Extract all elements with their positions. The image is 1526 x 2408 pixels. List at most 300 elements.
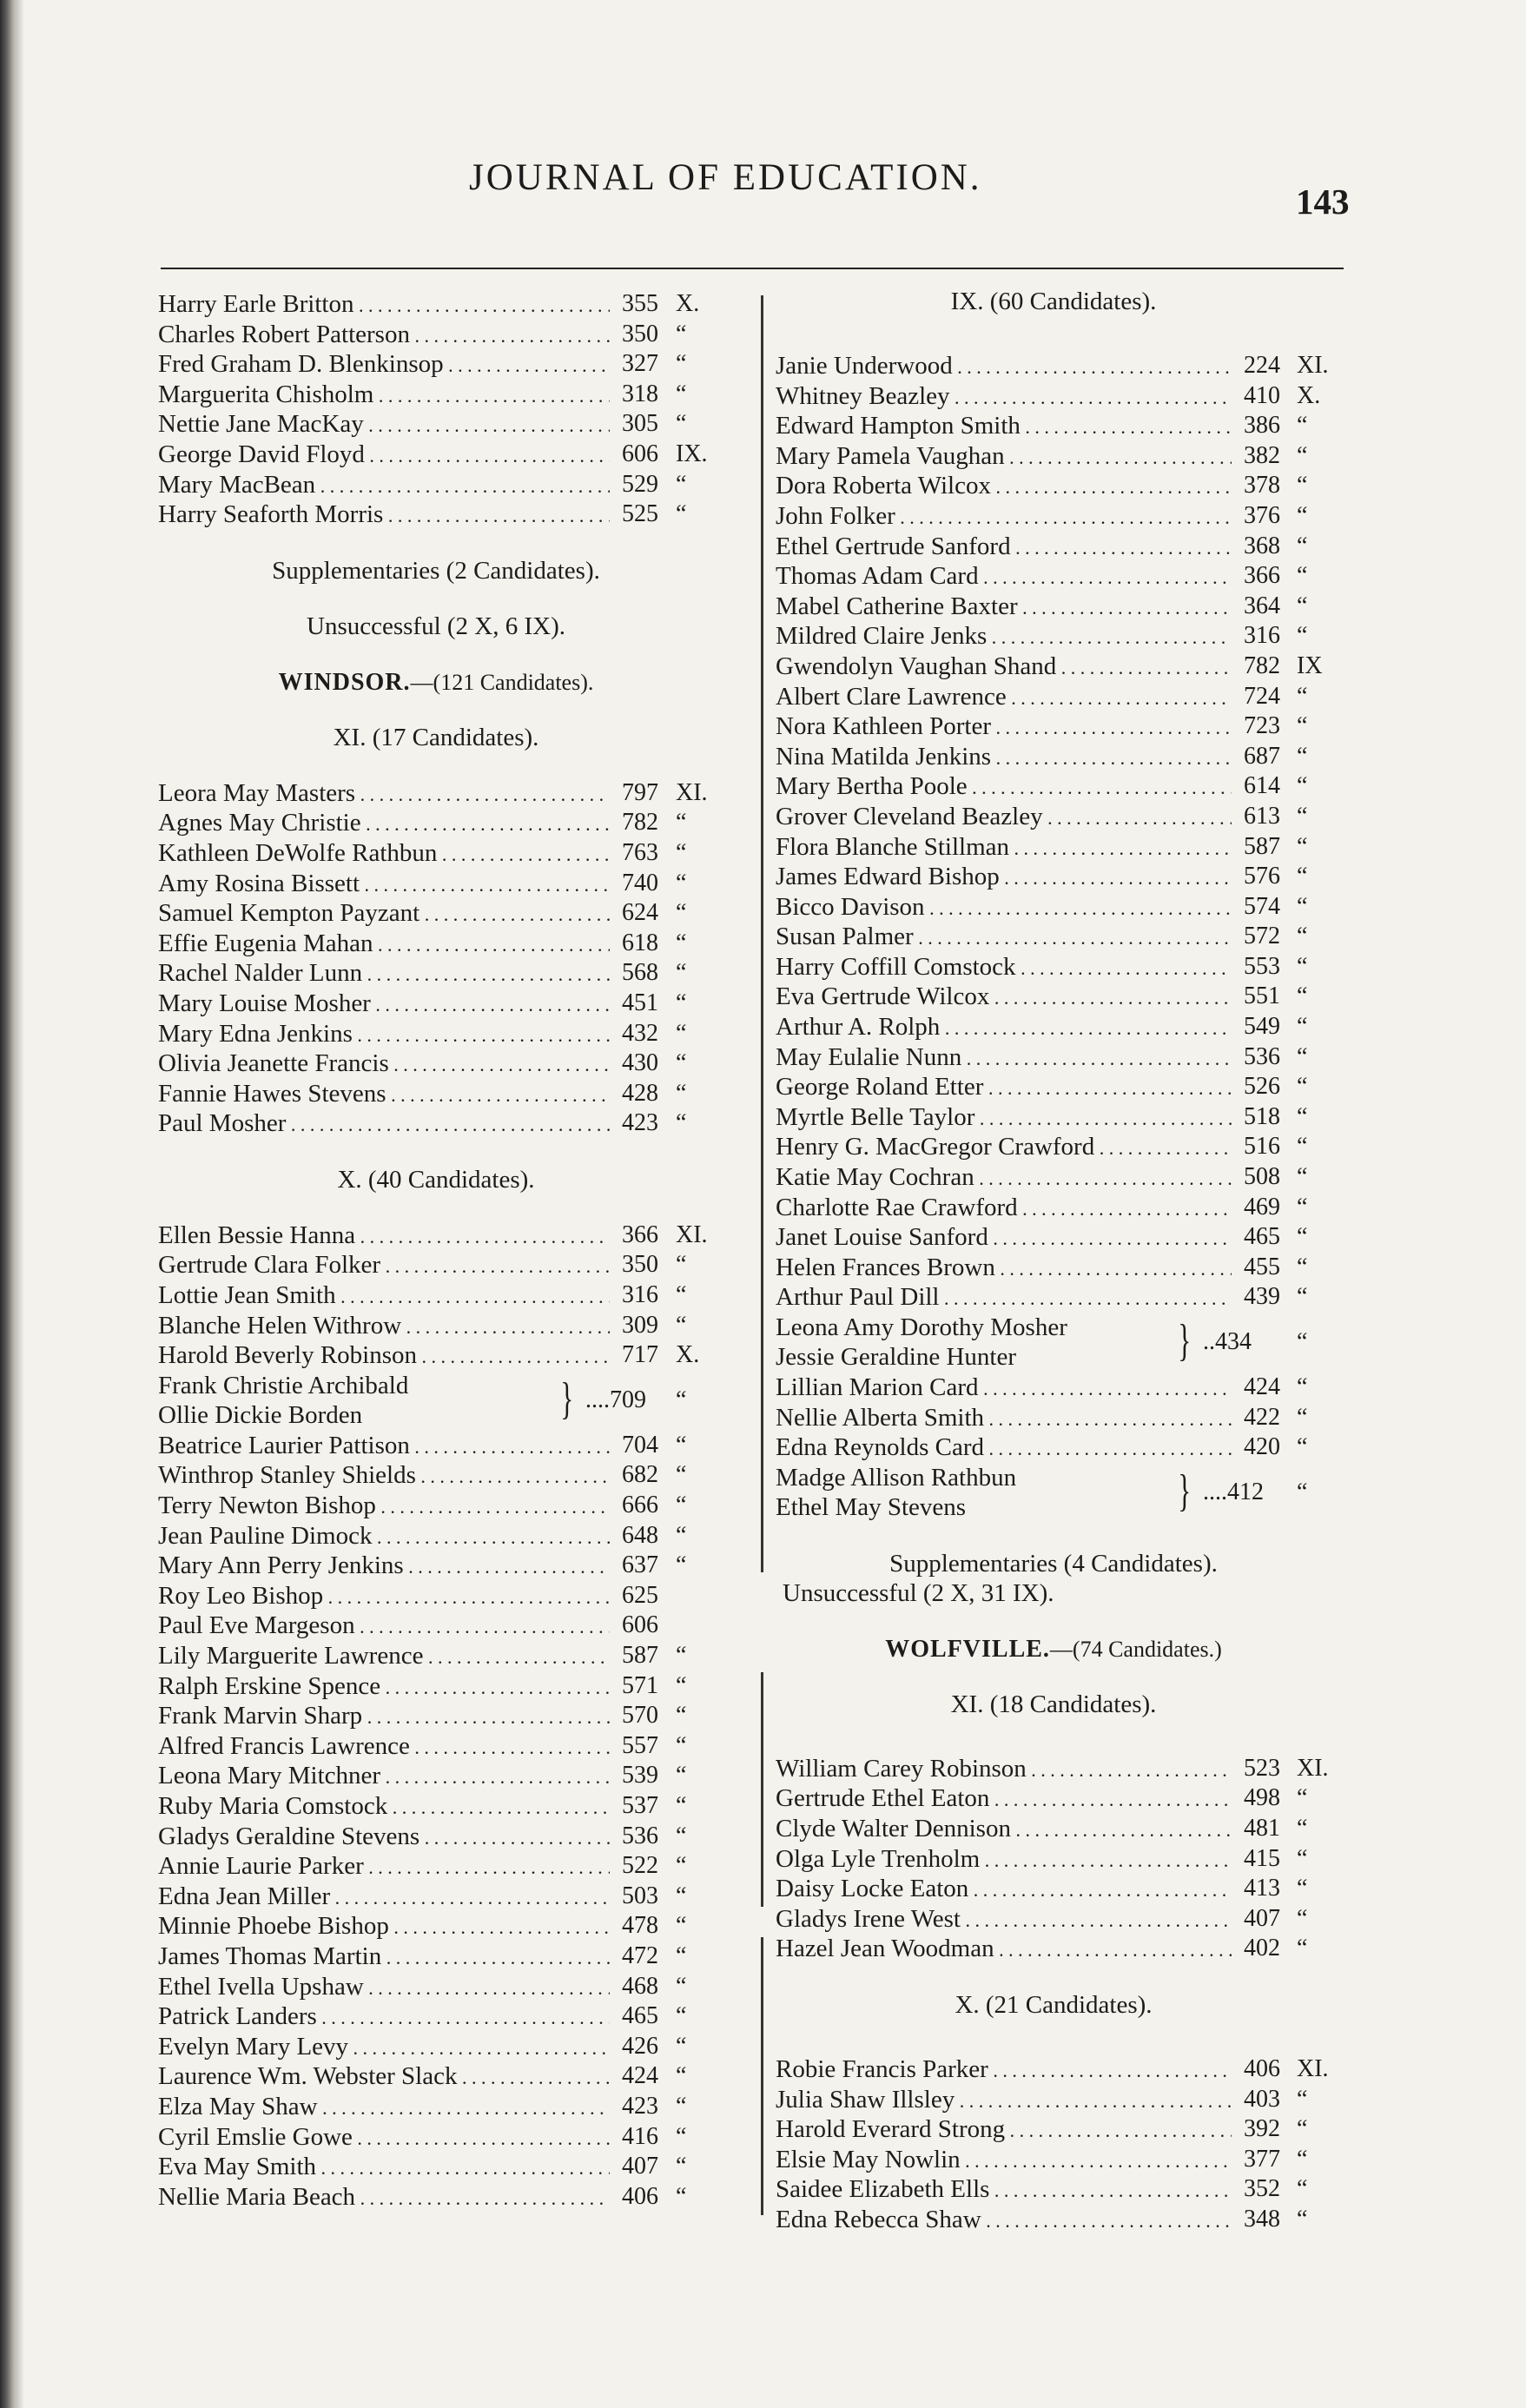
candidate-row: [776, 381, 1353, 412]
candidate-row: [776, 621, 1353, 652]
candidate-row: [158, 869, 740, 899]
wolfville-xi-list: [776, 1754, 1353, 1964]
candidate-row: [158, 349, 740, 380]
candidate-name: James Edward Bishop . . .: [776, 862, 1232, 891]
candidate-score: 522: [622, 1852, 658, 1880]
candidate-name: Nellie Alberta Smith . . .: [776, 1403, 1232, 1432]
candidate-grade: “: [676, 1431, 687, 1459]
candidate-row: [776, 832, 1353, 863]
candidate-grade: “: [676, 1642, 687, 1669]
candidate-grade: “: [676, 1311, 687, 1339]
candidate-name: Nellie Maria Beach . . .: [158, 2182, 610, 2212]
tied-pair: [158, 1371, 740, 1431]
candidate-grade: “: [1297, 802, 1308, 830]
candidate-row: [158, 1942, 740, 1972]
candidate-name: Harold Beverly Robinson . . .: [158, 1340, 610, 1370]
candidate-row: [776, 952, 1353, 982]
candidate-grade: “: [1297, 1193, 1308, 1221]
candidate-grade: XI.: [676, 1221, 708, 1248]
supplementaries-note: Supplementaries (4 Candidates).: [889, 1549, 1218, 1578]
candidate-row: [776, 2114, 1353, 2145]
candidate-grade: “: [676, 1972, 687, 2000]
candidate-row: [158, 2122, 740, 2153]
candidate-score: 536: [1244, 1042, 1280, 1070]
candidate-name: Elza May Shaw . . .: [158, 2092, 610, 2121]
candidate-score: 410: [1244, 381, 1280, 409]
book-spine-shadow: [0, 0, 24, 2408]
candidate-row: [158, 1791, 740, 1822]
candidate-name: Hazel Jean Woodman . . .: [776, 1934, 1232, 1963]
candidate-grade: “: [1297, 863, 1308, 890]
candidate-name: Helen Frances Brown . . .: [776, 1253, 1232, 1282]
candidate-name: Cyril Emslie Gowe . . .: [158, 2122, 610, 2152]
unsuccessful-note: Unsuccessful (2 X, 6 IX).: [307, 612, 565, 640]
candidate-grade: X.: [1297, 381, 1321, 409]
candidate-score: 423: [622, 2092, 658, 2120]
tied-pair: [776, 1463, 1353, 1523]
page-title: JOURNAL OF EDUCATION.: [469, 157, 982, 198]
candidate-score: 377: [1244, 2145, 1280, 2173]
candidate-score: 455: [1244, 1253, 1280, 1280]
candidate-grade: “: [676, 1019, 687, 1047]
candidate-name: Blanche Helen Withrow . . .: [158, 1311, 610, 1340]
candidate-score: 309: [622, 1311, 658, 1339]
candidate-grade: “: [1297, 1935, 1308, 1962]
candidate-score: 572: [1244, 923, 1280, 950]
candidate-grade: “: [676, 2002, 687, 2030]
left-column: [158, 289, 740, 2212]
candidate-name: John Folker . . .: [776, 501, 1232, 531]
candidate-name: Ralph Erskine Spence . . .: [158, 1671, 610, 1701]
candidate-score: 539: [622, 1762, 658, 1789]
candidate-row: [776, 1012, 1353, 1042]
candidate-grade: “: [1297, 1283, 1308, 1311]
candidate-score: 415: [1244, 1844, 1280, 1872]
candidate-name: Thomas Adam Card . . .: [776, 561, 1232, 591]
candidate-name: Jean Pauline Dimock . . .: [158, 1521, 610, 1551]
candidate-name: Minnie Phoebe Bishop . . .: [158, 1911, 610, 1941]
candidate-grade: “: [1297, 1328, 1308, 1355]
candidate-grade: “: [1297, 923, 1308, 950]
candidate-grade: X.: [676, 1341, 700, 1369]
candidate-name: Kathleen DeWolfe Rathbun . . .: [158, 838, 610, 868]
candidate-name: Harold Everard Strong . . .: [776, 2114, 1232, 2144]
candidate-row: [158, 1521, 740, 1551]
candidate-row: [776, 1072, 1353, 1102]
candidate-name: Mary Edna Jenkins . . .: [158, 1019, 610, 1049]
candidate-row: [776, 1844, 1353, 1875]
candidate-name: Laurence Wm. Webster Slack . . .: [158, 2061, 610, 2091]
candidate-grade: “: [1297, 772, 1308, 800]
candidate-row: [776, 771, 1353, 802]
candidate-name: Robie Francis Parker . . .: [776, 2054, 1232, 2084]
candidate-score: 614: [1244, 772, 1280, 800]
candidate-score: 549: [1244, 1013, 1280, 1041]
candidate-name: Leora May Masters . . .: [158, 778, 610, 808]
candidate-score: 224: [1244, 352, 1280, 379]
candidate-grade: “: [1297, 412, 1308, 440]
candidate-row: [158, 929, 740, 959]
grade-heading-xi: XI. (18 Candidates).: [950, 1690, 1157, 1718]
candidate-grade: “: [1297, 592, 1308, 619]
candidate-grade: “: [676, 1109, 687, 1137]
candidate-row: [158, 838, 740, 869]
candidate-name: Paul Mosher . . .: [158, 1108, 610, 1138]
candidate-row: [158, 2182, 740, 2213]
candidate-name: Edna Reynolds Card . . .: [776, 1432, 1232, 1462]
candidate-row: [776, 1253, 1353, 1283]
candidate-name: Leona Amy Dorothy Mosher: [776, 1313, 1067, 1341]
candidate-name: Rachel Nalder Lunn . . .: [158, 958, 610, 988]
candidate-grade: “: [676, 350, 687, 378]
candidate-grade: “: [676, 380, 687, 407]
candidate-score: 478: [622, 1912, 658, 1940]
candidate-score: 432: [622, 1019, 658, 1047]
candidate-grade: “: [1297, 712, 1308, 740]
candidate-grade: “: [676, 1521, 687, 1549]
candidate-name: Effie Eugenia Mahan . . .: [158, 929, 610, 958]
candidate-row: [158, 1822, 740, 1852]
candidate-name: Elsie May Nowlin . . .: [776, 2145, 1232, 2174]
brace: }: [1178, 1465, 1192, 1516]
candidate-row: [776, 982, 1353, 1012]
candidate-score: 526: [1244, 1073, 1280, 1101]
candidate-grade: “: [676, 1281, 687, 1309]
candidate-grade: “: [1297, 1073, 1308, 1101]
candidate-grade: IX.: [676, 440, 708, 467]
candidate-grade: “: [676, 1912, 687, 1940]
candidate-score: 587: [622, 1642, 658, 1669]
candidate-row: [776, 1373, 1353, 1403]
town-candidates: —(74 Candidates.): [1049, 1636, 1222, 1662]
candidate-score: 424: [622, 2062, 658, 2090]
candidate-name: Olga Lyle Trenholm . . .: [776, 1844, 1232, 1874]
candidate-grade: X.: [676, 290, 700, 317]
column-divider: [761, 1672, 763, 1907]
candidate-name: Daisy Locke Eaton . . .: [776, 1874, 1232, 1903]
candidate-score: 763: [622, 838, 658, 866]
candidate-row: [158, 499, 740, 530]
candidate-name: Gertrude Clara Folker . . .: [158, 1250, 610, 1280]
candidate-row: [158, 1311, 740, 1341]
candidate-name: Leona Mary Mitchner . . .: [158, 1761, 610, 1790]
candidate-name: Ollie Dickie Borden: [158, 1400, 363, 1429]
candidate-score: 618: [622, 929, 658, 956]
candidate-grade: “: [1297, 562, 1308, 590]
candidate-grade: “: [1297, 1478, 1308, 1505]
candidate-grade: “: [1297, 441, 1308, 469]
candidate-name: Nettie Jane MacKay . . .: [158, 409, 610, 439]
candidate-score: 606: [622, 440, 658, 467]
town-name: WINDSOR.: [278, 668, 411, 696]
candidate-grade: “: [676, 1671, 687, 1699]
candidate-score: 468: [622, 1972, 658, 2000]
candidate-row: [776, 2174, 1353, 2205]
candidate-row: [158, 1019, 740, 1049]
candidate-grade: “: [1297, 682, 1308, 710]
continued-list: [158, 289, 740, 530]
candidate-grade: “: [1297, 1784, 1308, 1812]
candidate-score: 537: [622, 1791, 658, 1819]
windsor-heading: [158, 667, 714, 697]
candidate-name: Ruby Maria Comstock . . .: [158, 1791, 610, 1821]
candidate-name: Nina Matilda Jenkins . . .: [776, 742, 1232, 771]
candidate-grade: “: [676, 1492, 687, 1519]
candidate-score: 574: [1244, 892, 1280, 920]
candidate-grade: “: [676, 1461, 687, 1489]
candidate-row: [158, 2032, 740, 2062]
candidate-name: Fred Graham D. Blenkinsop . . .: [158, 349, 610, 379]
candidate-name: Charles Robert Patterson . . .: [158, 320, 610, 349]
candidate-row: [776, 1193, 1353, 1223]
candidate-score: 423: [622, 1109, 658, 1137]
candidate-row: [158, 2061, 740, 2092]
candidate-name: Patrick Landers . . .: [158, 2001, 610, 2031]
candidate-grade: “: [676, 1386, 687, 1413]
candidate-name: Flora Blanche Stillman . . .: [776, 832, 1232, 862]
candidate-row: [158, 1460, 740, 1491]
candidate-name: Julia Shaw Illsley . . .: [776, 2085, 1232, 2114]
candidate-score: 536: [622, 1822, 658, 1849]
candidate-row: [158, 470, 740, 500]
candidate-score: 420: [1244, 1433, 1280, 1461]
candidate-grade: “: [676, 1762, 687, 1789]
candidate-score: ..434: [1203, 1328, 1252, 1355]
candidate-grade: “: [676, 1731, 687, 1759]
candidate-name: Arthur Paul Dill . . .: [776, 1282, 1232, 1312]
candidate-row: [158, 1049, 740, 1079]
candidate-score: 416: [622, 2122, 658, 2150]
candidate-name: Henry G. MacGregor Crawford . . .: [776, 1132, 1232, 1161]
candidate-row: [776, 742, 1353, 772]
candidate-score: 469: [1244, 1193, 1280, 1221]
candidate-row: [776, 411, 1353, 441]
candidate-score: 481: [1244, 1814, 1280, 1842]
unsuccessful-note: Unsuccessful (2 X, 31 IX).: [783, 1578, 1054, 1607]
candidate-grade: “: [1297, 622, 1308, 650]
candidate-grade: “: [1297, 2145, 1308, 2173]
candidate-row: [776, 1102, 1353, 1133]
candidate-grade: “: [676, 470, 687, 498]
candidate-grade: IX: [1297, 652, 1323, 679]
candidate-row: [776, 922, 1353, 952]
candidate-grade: “: [1297, 1373, 1308, 1400]
grade-heading-x: X. (21 Candidates).: [955, 1990, 1153, 2019]
candidate-row: [158, 989, 740, 1019]
candidate-grade: “: [1297, 1814, 1308, 1842]
candidate-name: Mabel Catherine Baxter . . .: [776, 592, 1232, 621]
candidate-score: 525: [622, 500, 658, 528]
candidate-name: Janie Underwood . . .: [776, 351, 1232, 380]
candidate-grade: “: [1297, 1844, 1308, 1872]
candidate-name: Terry Newton Bishop . . .: [158, 1491, 610, 1520]
candidate-grade: “: [1297, 1163, 1308, 1191]
candidate-score: 376: [1244, 501, 1280, 529]
windsor-x-list: [158, 1221, 740, 1371]
candidate-score: 503: [622, 1882, 658, 1909]
candidate-row: [158, 1280, 740, 1311]
wolfville-heading: [776, 1634, 1331, 1664]
candidate-row: [158, 1701, 740, 1731]
right-column: [776, 287, 1353, 2235]
candidate-score: 352: [1244, 2175, 1280, 2203]
candidate-name: Janet Louise Sanford . . .: [776, 1222, 1232, 1252]
candidate-name: Lillian Marion Card . . .: [776, 1373, 1232, 1402]
candidate-row: [158, 409, 740, 440]
candidate-row: [158, 1761, 740, 1791]
candidate-grade: “: [676, 2092, 687, 2120]
candidate-score: 348: [1244, 2205, 1280, 2233]
candidate-score: 666: [622, 1492, 658, 1519]
candidate-row: [776, 592, 1353, 622]
candidate-grade: “: [1297, 1042, 1308, 1070]
candidate-row: [776, 1934, 1353, 1964]
candidate-row: [776, 2054, 1353, 2085]
candidate-name: Ethel Ivella Upshaw . . .: [158, 1972, 610, 2001]
candidate-grade: “: [676, 929, 687, 956]
candidate-grade: “: [1297, 472, 1308, 499]
candidate-row: [776, 351, 1353, 381]
candidate-score: 717: [622, 1341, 658, 1369]
candidate-grade: “: [676, 989, 687, 1016]
candidate-grade: “: [1297, 832, 1308, 860]
candidate-grade: “: [1297, 2085, 1308, 2113]
brace: }: [1178, 1316, 1192, 1366]
candidate-score: 529: [622, 470, 658, 498]
candidate-name: Clyde Walter Dennison . . .: [776, 1814, 1232, 1843]
candidate-name: Harry Seaforth Morris . . .: [158, 499, 610, 529]
candidate-grade: “: [1297, 1904, 1308, 1932]
candidate-grade: “: [1297, 1875, 1308, 1902]
candidate-grade: “: [676, 1822, 687, 1849]
candidate-score: 407: [1244, 1904, 1280, 1932]
wolfville-x-list: [776, 2054, 1353, 2235]
candidate-score: 316: [1244, 622, 1280, 650]
candidate-name: Ellen Bessie Hanna . . .: [158, 1221, 610, 1250]
candidate-row: [776, 1222, 1353, 1253]
candidate-score: 327: [622, 350, 658, 378]
candidate-name: George Roland Etter . . .: [776, 1072, 1232, 1101]
candidate-row: [776, 682, 1353, 712]
candidate-score: 318: [622, 380, 658, 407]
candidate-row: [158, 2152, 740, 2182]
candidate-grade: “: [676, 320, 687, 347]
candidate-name: Eva Gertrude Wilcox . . .: [776, 982, 1232, 1011]
candidate-name: Grover Cleveland Beazley . . .: [776, 802, 1232, 831]
candidate-score: 465: [622, 2002, 658, 2030]
candidate-score: 392: [1244, 2115, 1280, 2143]
candidate-grade: “: [676, 1079, 687, 1107]
candidate-row: [158, 1972, 740, 2002]
candidate-row: [158, 1731, 740, 1762]
town-name: WOLFVILLE.: [885, 1635, 1050, 1663]
candidate-row: [776, 561, 1353, 592]
candidate-score: 403: [1244, 2085, 1280, 2113]
candidate-grade: “: [1297, 982, 1308, 1010]
candidate-row: [158, 1851, 740, 1882]
candidate-name: Mary Ann Perry Jenkins . . .: [158, 1551, 610, 1580]
candidate-score: 472: [622, 1942, 658, 1969]
candidate-row: [158, 1641, 740, 1671]
candidate-row: [158, 1611, 740, 1641]
candidate-score: 568: [622, 959, 658, 987]
candidate-score: 366: [622, 1221, 658, 1248]
candidate-score: 613: [1244, 802, 1280, 830]
candidate-grade: “: [1297, 1102, 1308, 1130]
candidate-score: 625: [622, 1581, 658, 1609]
candidate-score: 576: [1244, 863, 1280, 890]
candidate-grade: “: [1297, 2115, 1308, 2143]
candidate-name: Jessie Geraldine Hunter: [776, 1343, 1017, 1371]
candidate-name: Samuel Kempton Payzant . . .: [158, 898, 610, 928]
candidate-score: 350: [622, 320, 658, 347]
candidate-grade: “: [676, 2182, 687, 2210]
candidate-grade: “: [676, 2032, 687, 2060]
candidate-score: 406: [622, 2182, 658, 2210]
candidate-grade: “: [676, 809, 687, 837]
candidate-score: 355: [622, 290, 658, 317]
grade-heading-x: X. (40 Candidates).: [337, 1165, 535, 1194]
candidate-name: Frank Christie Archibald: [158, 1371, 409, 1399]
windsor-ix-list: [776, 351, 1353, 1313]
candidate-score: 366: [1244, 562, 1280, 590]
candidate-grade: “: [1297, 1433, 1308, 1461]
candidate-name: Gladys Geraldine Stevens . . .: [158, 1822, 610, 1851]
candidate-score: 305: [622, 410, 658, 438]
candidate-score: 704: [622, 1431, 658, 1459]
windsor-ix-list-continued: [776, 1373, 1353, 1463]
candidate-row: [776, 1282, 1353, 1313]
candidate-grade: “: [676, 899, 687, 927]
page-number: 143: [1296, 182, 1350, 222]
candidate-score: 406: [1244, 2054, 1280, 2082]
candidate-grade: “: [1297, 1223, 1308, 1251]
candidate-name: Katie May Cochran . . .: [776, 1162, 1232, 1192]
candidate-row: [158, 1079, 740, 1109]
candidate-score: 782: [622, 809, 658, 837]
candidate-grade: “: [1297, 892, 1308, 920]
candidate-score: 508: [1244, 1163, 1280, 1191]
candidate-name: Edna Rebecca Shaw . . .: [776, 2205, 1232, 2234]
candidate-score: 465: [1244, 1223, 1280, 1251]
candidate-score: 516: [1244, 1133, 1280, 1161]
candidate-name: Gladys Irene West . . .: [776, 1904, 1232, 1934]
candidate-row: [776, 1874, 1353, 1904]
candidate-grade: “: [676, 2153, 687, 2180]
candidate-name: Mary Pamela Vaughan . . .: [776, 441, 1232, 471]
candidate-row: [158, 1431, 740, 1461]
candidate-name: Annie Laurie Parker . . .: [158, 1851, 610, 1881]
candidate-row: [776, 1783, 1353, 1814]
candidate-row: [158, 1911, 740, 1942]
candidate-name: Mildred Claire Jenks . . .: [776, 621, 1232, 651]
tied-pair: [776, 1313, 1353, 1373]
candidate-grade: “: [676, 869, 687, 896]
candidate-row: [158, 778, 740, 809]
candidate-row: [158, 1108, 740, 1139]
candidate-name: Evelyn Mary Levy . . .: [158, 2032, 610, 2061]
candidate-row: [776, 2085, 1353, 2115]
candidate-name: Harry Coffill Comstock . . .: [776, 952, 1232, 982]
candidate-name: James Thomas Martin . . .: [158, 1942, 610, 1971]
candidate-row: [158, 2092, 740, 2122]
candidate-score: 316: [622, 1281, 658, 1309]
candidate-name: Beatrice Laurier Pattison . . .: [158, 1431, 610, 1460]
candidate-row: [158, 289, 740, 320]
candidate-name: Ethel May Stevens: [776, 1492, 967, 1521]
candidate-grade: “: [1297, 1253, 1308, 1280]
candidate-score: ....412: [1203, 1478, 1264, 1505]
